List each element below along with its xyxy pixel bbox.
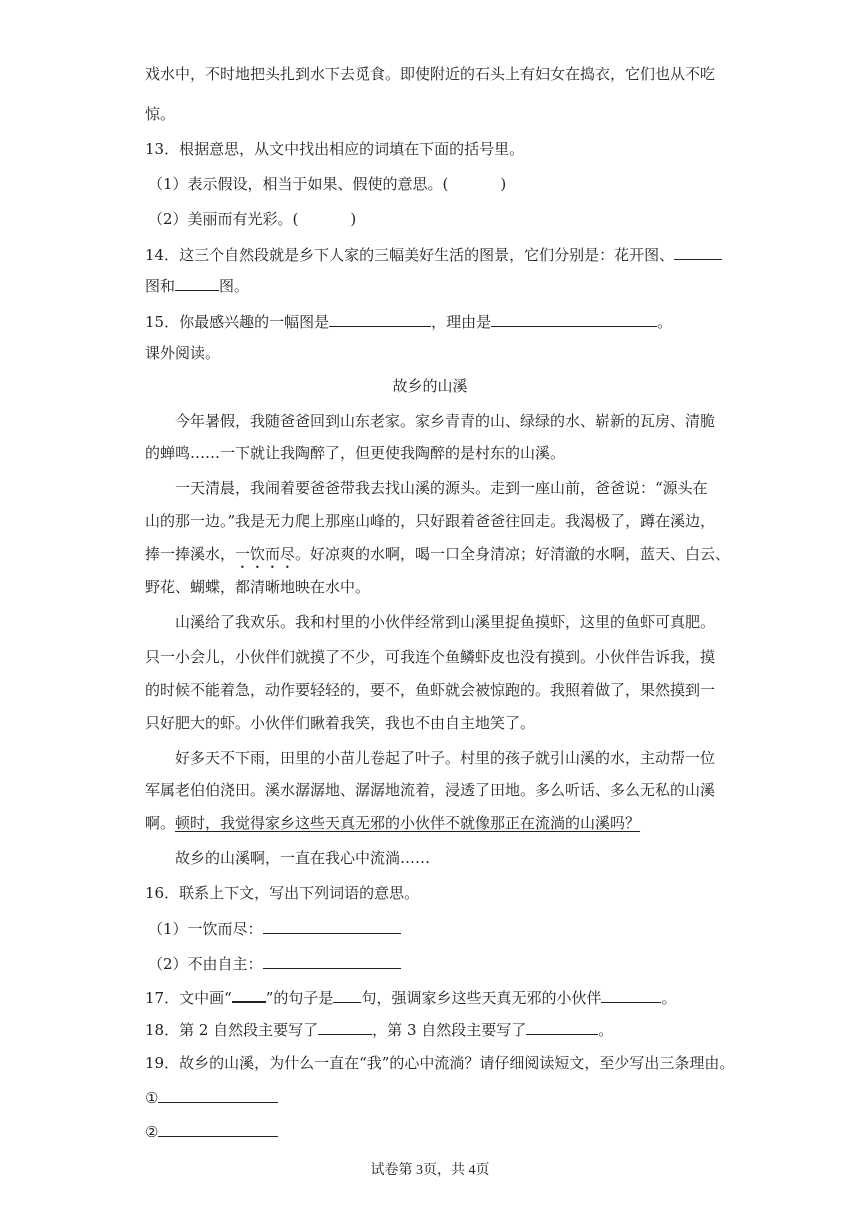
answer-blank[interactable] bbox=[674, 244, 722, 260]
passage-text-line: 好多天不下雨，田里的小苗儿卷起了叶子。村里的孩子就引山溪的水，主动帮一位 bbox=[175, 749, 716, 767]
answer-blank[interactable] bbox=[329, 311, 431, 327]
answer-blank[interactable] bbox=[263, 918, 401, 934]
passage-text-line: 的蝉鸣……一下就让我陶醉了，但更使我陶醉的是村东的山溪。 bbox=[145, 444, 566, 462]
question-18-text: 18．第 2 自然段主要写了 bbox=[145, 1021, 319, 1039]
passage-text-line: 戏水中，不时地把头扎到水下去觅食。即使附近的石头上有妇女在捣衣，它们也从不吃 bbox=[145, 65, 716, 83]
item-text: （2）不由自主： bbox=[148, 955, 263, 973]
answer-blank[interactable] bbox=[526, 1019, 598, 1035]
answer-blank[interactable] bbox=[491, 311, 657, 327]
question-14-line-1 bbox=[145, 244, 722, 265]
answer-blank[interactable] bbox=[318, 1019, 372, 1035]
passage-title: 故乡的山溪 bbox=[392, 377, 468, 395]
passage-text-line: 野花、蝴蝶，都清晰地映在水中。 bbox=[145, 578, 371, 596]
text-span: 啊。 bbox=[145, 814, 176, 832]
question-17-text: 17．文中画“ bbox=[145, 989, 232, 1007]
question-17 bbox=[145, 986, 676, 1008]
circled-number: ① bbox=[145, 1089, 159, 1107]
section-label: 课外阅读。 bbox=[145, 344, 221, 362]
passage-text-line: 军属老伯伯浇田。溪水潺潺地、潺潺地流着，浸透了田地。多么听话、多么无私的山溪 bbox=[145, 781, 716, 799]
text-span: 。好凉爽的水啊，喝一口全身清凉；好清澈的水啊，蓝天、白云、 bbox=[295, 545, 731, 563]
question-19-stem: 19．故乡的山溪，为什么一直在“我”的心中流淌？请仔细阅读短文，至少写出三条理由。 bbox=[145, 1054, 735, 1072]
page-footer: 试卷第 3页，共 4页 bbox=[370, 1163, 490, 1178]
passage-text-line bbox=[145, 813, 640, 833]
question-14-line-2 bbox=[145, 275, 249, 296]
passage-text-line: 惊。 bbox=[145, 105, 176, 123]
circled-number: ② bbox=[145, 1123, 159, 1141]
question-17-text: 句，强调家乡这些天真无邪的小伙伴 bbox=[361, 989, 602, 1007]
text-span: 捧一捧溪水， bbox=[145, 545, 236, 563]
passage-text-line: 山的那一边。”我是无力爬上那座山峰的，只好跟着爸爸往回走。我渴极了，蹲在溪边， bbox=[145, 512, 716, 530]
question-13-item-2 bbox=[148, 209, 356, 229]
item-close: ) bbox=[350, 210, 357, 228]
item-close: ) bbox=[500, 175, 507, 193]
question-19-item-1 bbox=[145, 1087, 278, 1108]
question-16-item-1 bbox=[148, 918, 401, 939]
question-14-text: 14．这三个自然段就是乡下人家的三幅美好生活的图景，它们分别是：花开图、 bbox=[145, 246, 675, 264]
answer-blank[interactable] bbox=[158, 1121, 278, 1137]
question-15-text: 15．你最感兴趣的一幅图是 bbox=[145, 313, 330, 331]
passage-text-line: 只一小会儿，小伙伴们就摸了不少，可我连个鱼鳞虾皮也没有摸到。小伙伴告诉我，摸 bbox=[145, 648, 716, 666]
answer-blank[interactable] bbox=[333, 987, 361, 1003]
underlined-sentence: 顿时，我觉得家乡这些天真无邪的小伙伴不就像那正在流淌的山溪吗？ bbox=[175, 814, 641, 832]
answer-blank[interactable] bbox=[263, 953, 401, 969]
passage-text-line: 故乡的山溪啊，一直在我心中流淌…… bbox=[175, 849, 431, 867]
dotted-phrase: 一饮而尽 bbox=[235, 545, 296, 563]
question-17-text: 。 bbox=[661, 989, 677, 1007]
passage-text-line: 只好肥大的虾。小伙伴们瞅着我笑，我也不由自主地笑了。 bbox=[145, 714, 536, 732]
question-18-text: 。 bbox=[598, 1021, 614, 1039]
item-text: （1）表示假设，相当于如果、假使的意思。( bbox=[148, 175, 449, 193]
passage-text-line: 今年暑假，我随爸爸回到山东老家。家乡青青的山、绿绿的水、崭新的瓦房、清脆 bbox=[175, 412, 716, 430]
question-18 bbox=[145, 1019, 613, 1040]
question-19-item-2 bbox=[145, 1121, 278, 1142]
question-13-item-1 bbox=[148, 174, 506, 194]
passage-text-line bbox=[145, 544, 730, 572]
question-16-stem: 16．联系上下文，写出下列词语的意思。 bbox=[145, 884, 420, 902]
item-text: （2）美丽而有光彩。( bbox=[148, 210, 299, 228]
passage-text-line: 一天清晨，我闹着要爸爸带我去找山溪的源头。走到一座山前，爸爸说：“源头在 bbox=[175, 479, 708, 497]
question-13-stem: 13．根据意思，从文中找出相应的词填在下面的括号里。 bbox=[145, 140, 525, 158]
answer-blank[interactable] bbox=[158, 1087, 278, 1103]
passage-text-line: 的时候不能着急，动作要轻轻的，要不，鱼虾就会被惊跑的。我照着做了，果然摸到一 bbox=[145, 681, 716, 699]
question-15-text: ，理由是 bbox=[431, 313, 492, 331]
question-16-item-2 bbox=[148, 953, 401, 974]
question-15-text: 。 bbox=[657, 313, 673, 331]
question-18-text: ，第 3 自然段主要写了 bbox=[372, 1021, 527, 1039]
answer-blank[interactable] bbox=[175, 275, 219, 291]
answer-blank[interactable] bbox=[601, 987, 661, 1003]
question-14-text: 图。 bbox=[219, 277, 250, 295]
question-17-text: ”的句子是 bbox=[265, 989, 334, 1007]
question-15 bbox=[145, 311, 672, 332]
passage-text-line: 山溪给了我欢乐。我和村里的小伙伴经常到山溪里捉鱼摸虾，这里的鱼虾可真肥。 bbox=[175, 613, 716, 631]
question-14-text: 图和 bbox=[145, 277, 176, 295]
answer-blank[interactable] bbox=[232, 986, 266, 1003]
item-text: （1）一饮而尽： bbox=[148, 920, 263, 938]
